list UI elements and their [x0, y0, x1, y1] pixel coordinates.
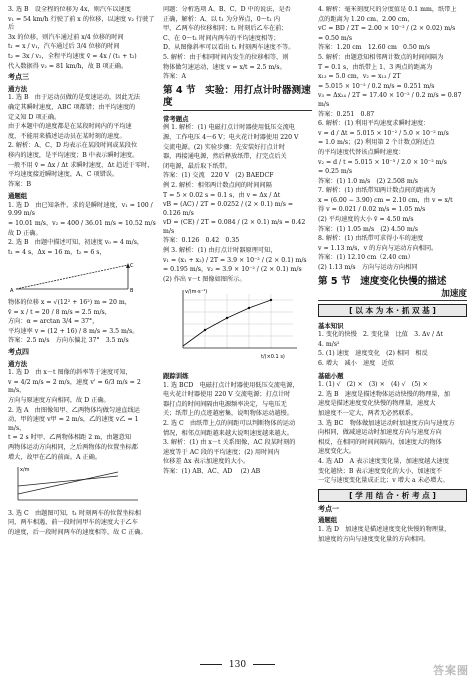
- text-line: vC = BD / 2T = 2.00 × 10⁻² / (2 × 0.02) m/s: [318, 25, 456, 33]
- text-line: 速度等于 AC 段的平均速度；(2) 用时间内: [163, 448, 280, 456]
- text-line: x = (6.00 − 3.90) cm = 2.10 cm，由 v = x/t: [318, 196, 453, 204]
- text-line: 方向：α = arctan 3/4 = 37°，: [8, 318, 99, 326]
- text-line: 源，工作电压 4～6 V；电火花计时器使用 220 V: [163, 133, 299, 141]
- text-line: 答案：(1) 交流 220 V (2) BAEDCF: [163, 172, 274, 180]
- text-line: T = 5 × 0.02 s = 0.1 s，由 v = Δx / Δt: [163, 191, 281, 199]
- section-heading: 考点四: [8, 348, 29, 356]
- vt-graph-svg: [163, 286, 303, 364]
- text-line: 交流电源。(2) 实验步骤：先安装好打点计时: [163, 143, 286, 151]
- subsection-tag: 通方法: [8, 359, 28, 368]
- text-line: 度，不能用来描述运动员在某时刻的速度。: [8, 132, 126, 140]
- text-line: 关；纸带上的点迹越密集，说明物体运动越慢。: [163, 410, 293, 418]
- text-line: 点的距离为 1.20 cm、2.00 cm，: [318, 15, 414, 23]
- text-line: 速度是描述速度变化快慢的物理量，速度大: [318, 400, 436, 408]
- column-left: [8, 6, 157, 652]
- text-line: = 1.0 m/s；(2) 利用第 2 个计数点附近点: [318, 139, 435, 147]
- text-line: 变化越快；B 表示速度变化的大小，加速度不: [318, 467, 443, 475]
- text-line: 动，甲的速度 v甲 = 2 m/s，乙的速度 v乙 = 1 m/s，: [8, 416, 139, 432]
- columns: [8, 6, 467, 652]
- text-line: 答案：0.126 0.42 0.35: [163, 237, 240, 245]
- text-line: 一般不用 v̄ = Δx / Δt 求瞬时速度，Δt 趋近于零时，: [8, 161, 154, 169]
- text-line: v₁ = 54 km/h 行驶了前 x 的位移，以速度 v₂ 行驶了后: [8, 15, 155, 32]
- text-line: 故 D 正确。: [8, 229, 42, 237]
- footer-rule: [200, 664, 222, 665]
- text-line: 2. 选 A 由图像知甲、乙两物体均做匀速直线运: [8, 406, 140, 414]
- subsection-tag: 基本知识: [318, 321, 344, 330]
- text-line: 两物体运动方向相同，之后两物体的位置坐标都: [8, 443, 138, 451]
- text-line: 5. (1) 速度 速度变化 (2) 相同 相反: [318, 350, 428, 358]
- text-line: 例 1. 解析：(1) 电磁打点计时器使用低压交流电: [163, 124, 295, 132]
- text-line: 定义知 D 项正确。: [8, 113, 61, 121]
- text-line: 器打点的时间间隔由电源频率决定，与电压无: [163, 400, 287, 408]
- column-right: [318, 6, 467, 652]
- text-line: 的速度，后一段时间两车的速度相等，故 C 正确。: [8, 528, 147, 536]
- text-line: 例 3. 解析：(1) 由打点计时器原理可知，: [163, 247, 277, 255]
- section-heading: 考点一: [318, 504, 339, 513]
- column-middle: [163, 6, 312, 652]
- text-line: 情况，相邻点间距越来越大说明速度越来越大。: [163, 429, 293, 437]
- xt-graph: [8, 464, 157, 508]
- text-line: v = 4/2 m/s = 2 m/s，速度 v' = 6/3 m/s = 2 m/s，: [8, 378, 141, 395]
- text-line: 得 v = 0.021 / 0.02 m/s = 1.05 m/s: [318, 206, 426, 214]
- page-footer: [0, 660, 475, 670]
- text-line: 1. 选 BCD 电磁打点计时器使用低压交流电源，: [163, 381, 299, 389]
- svg-text:C: C: [130, 263, 134, 270]
- section-title-line2: 加速度: [318, 289, 467, 301]
- text-line: 答案：(1) 12.10 cm（2.40 cm）: [318, 254, 414, 262]
- text-line: (2) 1.13 m/s 方向与运动方向相同: [318, 264, 418, 272]
- text-line: v̄ = x / t = 20 / 8 m/s = 2.5 m/s，: [8, 308, 111, 316]
- text-line: 答案：B: [8, 180, 32, 188]
- text-line: 7. 解析：(1) 由纸带知两计数点间的距离为: [318, 187, 436, 195]
- text-line: 确定其瞬时速度，ABC 项都错；由平均速度的: [8, 103, 136, 111]
- text-line: (2) 平均速度的大小 v̄ = 4.50 m/s: [318, 216, 414, 224]
- section-banner: [ 学 用 结 合 · 析 考 点 ]: [318, 489, 467, 502]
- text-line: 平均速率 v = (12 + 16) / 8 m/s = 3.5 m/s。: [8, 327, 139, 335]
- section-title: 第 5 节 速度变化快慢的描述: [318, 275, 447, 287]
- text-line: 3. 选 BC 物体做加速运动时加速度方向与速度方: [318, 419, 455, 427]
- text-line: = 0.50 m/s: [318, 34, 353, 42]
- text-line: D、从图像斜率可以看出 t₁ 时刻两车速度不等。: [163, 44, 295, 52]
- text-line: 器，再接通电源，然后释放纸带，打完点后关: [163, 153, 287, 161]
- text-line: 速度变化大。: [318, 448, 356, 456]
- text-line: 2. 选 B 由题中描述可知，初速度 v₀ = 4 m/s，: [8, 239, 144, 247]
- text-line: 移内的速度，是平均速度；B 中表示瞬时速度。: [8, 151, 139, 159]
- text-line: = 0.195 m/s，v₂ = 3.9 × 10⁻² / (2 × 0.1) m/s: [163, 266, 302, 274]
- section-banner: [ 以 本 为 本 · 抓 双 基 ]: [318, 304, 467, 317]
- chart-x-label: t/(×0.1 s): [261, 354, 285, 361]
- text-line: 5. 解析：由于相同时间内发生的位移相等，则: [163, 53, 289, 61]
- text-line: 2. 解析：A、C、D 均表示在某段时间或某段位: [8, 142, 138, 150]
- text-line: 相反，在相同的时间间隔内，加速度大的物体: [318, 438, 442, 446]
- text-line: 6. 解析：(1) 利用平均速度求瞬时速度：: [318, 120, 430, 128]
- section-heading: 考点三: [8, 73, 29, 82]
- text-line: 增大，故甲在乙的前面。A 正确。: [8, 453, 102, 461]
- text-line: x₁₃ = 5.0 cm，v₂ = x₁₃ / 2T: [318, 73, 401, 81]
- subsection-tag: 通方法: [8, 84, 28, 93]
- text-line: 甲、乙两车的位移相同；t₁ 时刻后乙车在前；: [163, 25, 288, 33]
- triangle-figure: [8, 259, 148, 293]
- subsection-tag: 通题组: [318, 516, 338, 525]
- chart-y-label: v/(m·s⁻¹): [185, 289, 208, 296]
- text-line: 4. m/s²: [318, 340, 340, 348]
- text-line: C、在 0～t₁ 时间内两车的平均速度相等；: [163, 34, 280, 42]
- text-line: 5. 解析：由题意知相邻两计数点的时间间隔为: [318, 53, 444, 61]
- svg-text:B: B: [130, 288, 134, 294]
- watermark-logo: 答案圈: [433, 664, 469, 677]
- text-line: (2) 作出 v－t 图像如图所示。: [163, 275, 246, 283]
- text-line: 正确，解析：A、以 t₁ 为分界点，0～t₁ 内: [163, 15, 281, 23]
- text-line: v = d / Δt = 5.015 × 10⁻² / 5.0 × 10⁻² m/s: [318, 129, 449, 137]
- section-title: 第 4 节 实验：用打点计时器测速度: [163, 85, 312, 111]
- text-line: 1. (1) √ (2) × (3) × (4) √ (5) ×: [318, 381, 428, 389]
- xt-graph-svg: [8, 464, 148, 504]
- text-line: v₁ = (x₁ + x₂) / 2T = 3.9 × 10⁻² / (2 × 0.1) m/s: [163, 256, 307, 264]
- text-line: 一定与速度变化量成正比；v 增大 a 未必增大。: [318, 477, 449, 485]
- text-line: 答案：2.5 m/s 方向东偏北 37° 3.5 m/s: [8, 337, 129, 345]
- text-line: 2. 选 C 由纸带上点的间距可以判断物体的运动: [163, 420, 296, 427]
- text-line: v = 1.13 m/s，v 的方向与运动方向相同。: [318, 244, 438, 252]
- text-line: 代入数据得 v₂ = 81 km/h，故 B 项正确。: [8, 62, 128, 70]
- subsection-tag: 基础小题: [318, 371, 344, 380]
- text-line: 物体的位移 x = √(12² + 16²) m = 20 m，: [8, 299, 131, 307]
- text-line: = 0.25 m/s: [318, 168, 353, 176]
- text-line: 向相同，做减速运动时加速度方向与速度方向: [318, 429, 442, 437]
- text-line: T = 0.1 s，由纸带上 1、3 两点的距离为: [318, 63, 433, 71]
- text-line: 2. 选 B 速度是描述物体运动快慢的物理量，加: [318, 390, 450, 398]
- text-line: 同，两车相遇，前一段时间甲车的速度大于乙车: [8, 519, 138, 527]
- text-line: 4. 解析：毫米刻度尺的分度值是 0.1 mm，纸带上: [318, 6, 457, 13]
- text-line: 1. 选 D 加速度是描述速度变化快慢的物理量，: [318, 525, 451, 533]
- text-line: 3. 解析：(1) 由 x－t 关系图像，AC 段某时刻的: [163, 439, 296, 447]
- text-line: 1. 选 D 由已知条件，求的是瞬时速度，v₁ = 100 / 9.99 m/s: [8, 201, 153, 218]
- text-line: vB = (AC) / 2T = 0.0252 / (2 × 0.1) m/s = 0.126 m/s: [163, 201, 294, 217]
- text-line: 问题：分析选项 A、B、C、D 中的说法，是否: [163, 6, 291, 13]
- text-line: t₁ = x / v₁，汽车通过后 3/4 位移的时间: [8, 43, 120, 51]
- text-line: 1. 变化的快慢 2. 变化量 比值 3. Δv / Δt: [318, 331, 443, 339]
- text-line: 答案：A: [163, 73, 187, 81]
- subsection-tag: 通题组: [8, 192, 28, 201]
- footer-rule: [253, 664, 275, 665]
- text-line: 答案：(1) 1.05 m/s (2) 4.50 m/s: [318, 225, 418, 233]
- text-line: 答案：(1) 1.0 m/s (2) 2.508 m/s: [318, 177, 418, 185]
- text-line: 的平均速度代替该点瞬时速度：: [318, 148, 405, 156]
- text-line: t = 2 s 时甲、乙两物体相距 2 m，由题意知: [8, 434, 132, 442]
- text-line: 闭电源，最后取下纸带。: [163, 162, 232, 170]
- text-line: 1. 选 B 由于运动员做的是变速运动，因此无法: [8, 94, 140, 102]
- text-line: ≈ 10.01 m/s，v₂ = 400 / 36.01 m/s ≈ 10.52 m/s: [8, 220, 156, 228]
- text-line: 6. 增大 减小 速度 近似: [318, 360, 394, 367]
- text-line: 由于本题中的速度都是在某段时间内的平均速: [8, 123, 132, 131]
- page-number: 130: [228, 660, 247, 670]
- text-line: 电火花计时器使用 220 V 交流电源；打点计时: [163, 391, 291, 399]
- subsection-tag: 常考题点: [163, 114, 189, 123]
- subsection-tag: 跟踪训练: [163, 372, 189, 381]
- text-line: 加速度不一定大，两者无必然联系。: [318, 409, 417, 417]
- axis-label: x/m: [20, 467, 30, 474]
- text-line: 平均速度接近瞬时速度，A、C 项错误。: [8, 171, 119, 179]
- text-line: 3x 的位移，则汽车通过前 x/4 位移的时间: [8, 33, 124, 41]
- text-line: = 5.015 × 10⁻² / 0.2 m/s = 0.251 m/s: [318, 82, 435, 90]
- text-line: v₂ = d / t = 5.015 × 10⁻³ / 2.0 × 10⁻² m/s: [318, 158, 447, 166]
- text-line: 8. 解析：(1) 由纸带可求得小车的速度: [318, 235, 424, 243]
- text-line: 例 2. 解析：相邻两计数点间的时间间隔: [163, 181, 272, 189]
- text-line: 位移差 Δx 表示加速度的大小。: [163, 458, 250, 466]
- text-line: 3. 选 C 由题图可知，t₁ 时刻两车的位置坐标相: [8, 509, 141, 517]
- text-line: 答案：1.20 cm 12.60 cm 0.50 m/s: [318, 44, 430, 52]
- text-line: 方向与原速度方向相同，故 D 正确。: [8, 396, 110, 404]
- text-line: 答案：0.251 0.87: [318, 110, 375, 118]
- text-line: 3. 选 B 设全程的位移为 4x，则汽车以速度: [8, 6, 131, 13]
- vt-graph: [163, 286, 312, 368]
- text-line: 物体做匀速运动，速度 v = x/t = 2.5 m/s。: [163, 63, 286, 71]
- text-line: vD = (CE) / 2T = 0.084 / (2 × 0.1) m/s = 0.42 m/s: [163, 219, 306, 235]
- vector-diagram: [8, 259, 157, 297]
- text-line: v₃ = Δx₂₄ / 2T = 17.40 × 10⁻² / 0.2 m/s = 0.87 m/s: [318, 92, 462, 108]
- text-line: 加速度的方向与速度变化量的方向相同。: [318, 535, 430, 543]
- svg-text:A: A: [10, 288, 14, 294]
- text-line: t₂ = 3x / v₂，全程平均速度 v̄ = 4x / (t₁ + t₂): [8, 52, 137, 60]
- text-line: 答案：(1) AB、AC、AD (2) AB: [163, 467, 261, 475]
- text-line: 4. 选 AD A 表示速度变化量，加速度越大速度: [318, 457, 449, 465]
- text-line: 1. 选 D 由 x－t 图像的斜率等于速度可知，: [8, 369, 132, 377]
- text-line: t₁ = 4 s，Δx = 16 m，t₂ = 6 s，: [8, 248, 106, 256]
